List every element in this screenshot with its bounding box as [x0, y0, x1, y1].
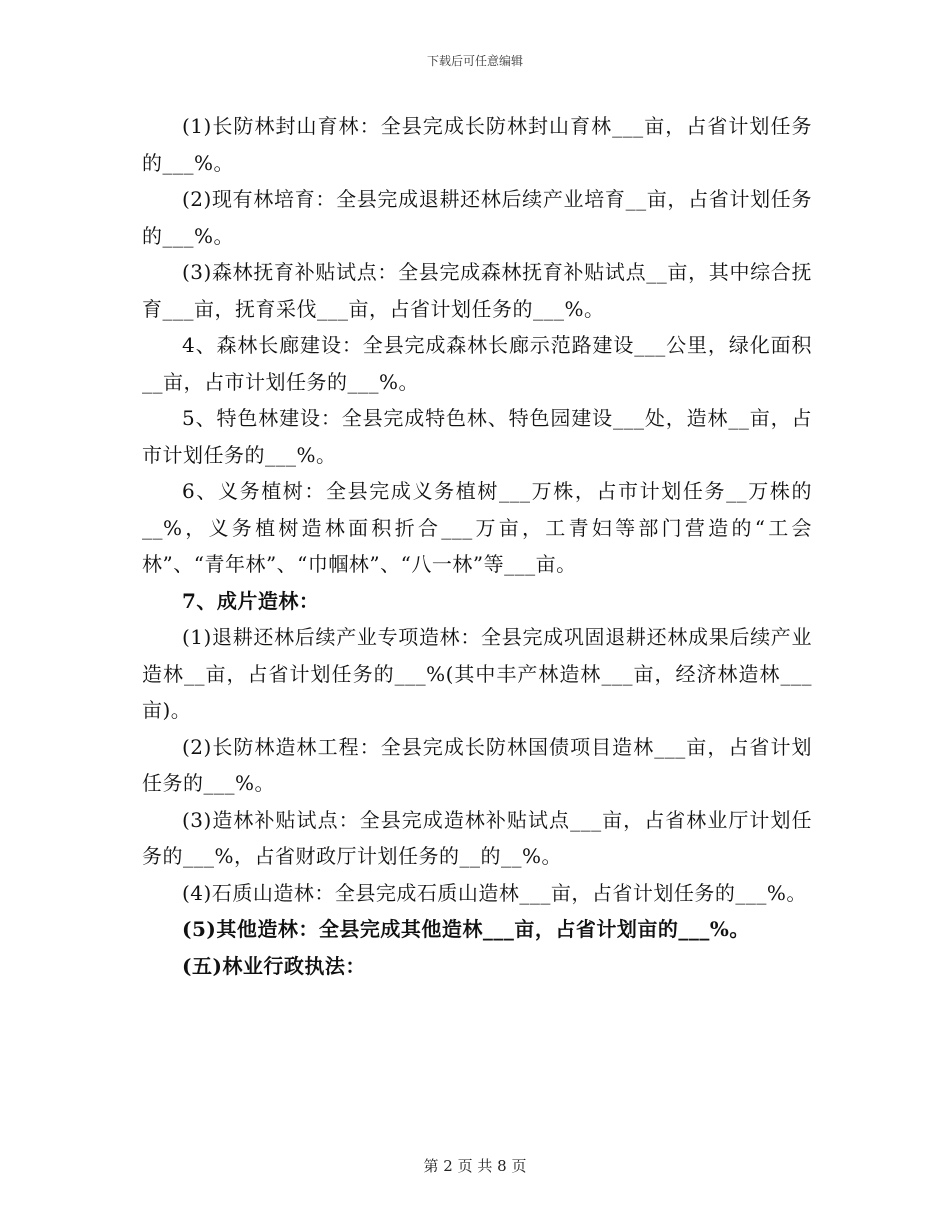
- paragraph-forest-corridor: 4、森林长廊建设：全县完成森林长廊示范路建设___公里，绿化面积__亩，占市计划任务的___%。: [142, 333, 812, 394]
- paragraph-other-afforestation: (5)其他造林：全县完成其他造林___亩，占省计划亩的___%。: [182, 917, 750, 941]
- page-header: 下载后可任意编辑: [426, 54, 523, 68]
- paragraph-long-protection-project: (2)长防林造林工程：全县完成长防林国债项目造林___亩，占省计划任务的___%。: [142, 734, 812, 795]
- section-heading-law-enforcement: (五)林业行政执法：: [182, 953, 366, 978]
- document-body: [142, 108, 812, 984]
- paragraph-existing-forest: (2)现有林培育：全县完成退耕还林后续产业培育__亩，占省计划任务的___%。: [142, 187, 812, 248]
- paragraph-long-protection-forest: (1)长防林封山育林：全县完成长防林封山育林___亩，占省计划任务的___%。: [142, 114, 812, 175]
- paragraph-grain-to-green: (1)退耕还林后续产业专项造林：全县完成巩固退耕还林成果后续产业造林__亩，占省计划任务的___%(其中丰产林造林___亩，经济林造林___亩)。: [142, 625, 812, 722]
- page-footer: 第 2 页 共 8 页: [423, 1157, 527, 1175]
- paragraph-afforestation-subsidy: (3)造林补贴试点：全县完成造林补贴试点___亩，占省林业厅计划任务的___%，占省财政厅计划任务的__的__%。: [142, 807, 812, 868]
- section-heading-afforestation: 7、成片造林：: [182, 588, 320, 613]
- paragraph-voluntary-planting: 6、义务植树：全县完成义务植树___万株，占市计划任务__万株的__%，义务植树造林面积折合___万亩，工青妇等部门营造的“工会林”、“青年林”、“巾帼林”、“八一林”等___亩。: [142, 479, 812, 576]
- paragraph-forest-tending: (3)森林抚育补贴试点：全县完成森林抚育补贴试点__亩，其中综合抚育___亩，抚育采伐___亩，占省计划任务的___%。: [142, 260, 812, 321]
- paragraph-featured-forest: 5、特色林建设：全县完成特色林、特色园建设___处，造林__亩，占市计划任务的___%。: [142, 406, 812, 467]
- paragraph-stony-mountain: (4)石质山造林：全县完成石质山造林___亩，占省计划任务的___%。: [182, 880, 807, 905]
